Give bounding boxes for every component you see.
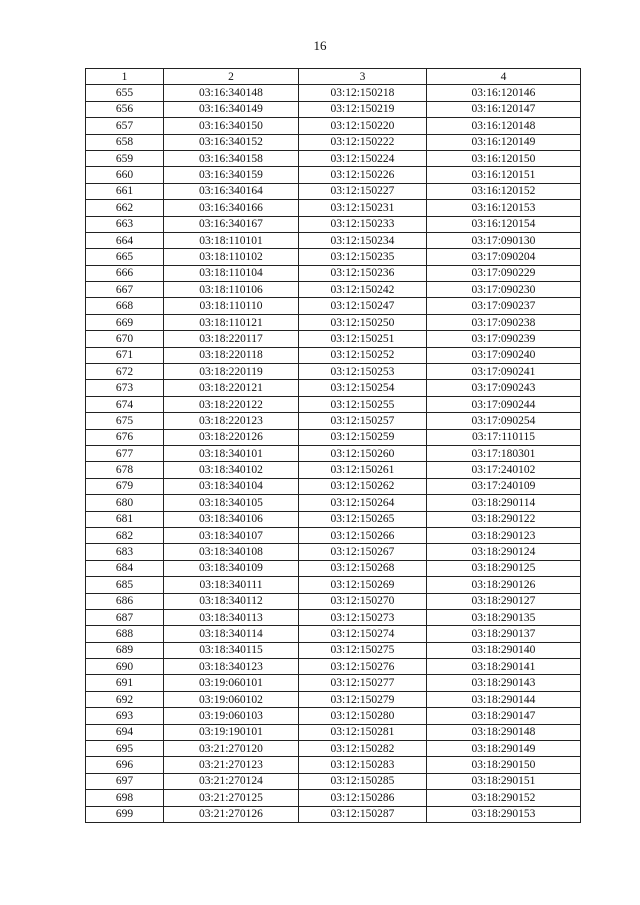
table-row (86, 167, 581, 183)
table-row (86, 577, 581, 593)
table-cell-col-2: 03:18:220119 (164, 364, 299, 380)
table-cell-col-1: 669 (86, 314, 164, 330)
table-cell-col-2: 03:18:340111 (164, 577, 299, 593)
table-cell-col-3: 03:12:150277 (299, 675, 427, 691)
table-cell-col-1: 683 (86, 544, 164, 560)
table-row (86, 560, 581, 576)
table-row (86, 659, 581, 675)
table-cell-col-3: 03:12:150273 (299, 609, 427, 625)
table-row (86, 314, 581, 330)
table-cell-col-2: 03:18:340104 (164, 478, 299, 494)
column-header-4: 4 (427, 69, 581, 85)
table-cell-col-2: 03:16:340149 (164, 101, 299, 117)
table-cell-col-3: 03:12:150265 (299, 511, 427, 527)
table-row (86, 200, 581, 216)
table-cell-col-1: 663 (86, 216, 164, 232)
table-cell-col-4: 03:17:090241 (427, 364, 581, 380)
table-cell-col-1: 691 (86, 675, 164, 691)
table-cell-col-3: 03:12:150266 (299, 527, 427, 543)
table-row (86, 642, 581, 658)
table-row (86, 413, 581, 429)
table-cell-col-4: 03:17:090230 (427, 282, 581, 298)
table-row (86, 216, 581, 232)
table-cell-col-4: 03:16:120152 (427, 183, 581, 199)
table-row (86, 85, 581, 101)
table-cell-col-1: 673 (86, 380, 164, 396)
table-cell-col-1: 688 (86, 626, 164, 642)
table-row (86, 544, 581, 560)
table-row (86, 396, 581, 412)
table-cell-col-4: 03:16:120154 (427, 216, 581, 232)
table-cell-col-1: 670 (86, 331, 164, 347)
table-cell-col-2: 03:19:060103 (164, 708, 299, 724)
table-cell-col-2: 03:18:220121 (164, 380, 299, 396)
table-cell-col-2: 03:18:220122 (164, 396, 299, 412)
table-cell-col-3: 03:12:150274 (299, 626, 427, 642)
table-cell-col-3: 03:12:150281 (299, 724, 427, 740)
table-cell-col-4: 03:17:090239 (427, 331, 581, 347)
table-cell-col-3: 03:12:150255 (299, 396, 427, 412)
table-row (86, 462, 581, 478)
table-cell-col-3: 03:12:150261 (299, 462, 427, 478)
table-cell-col-2: 03:18:110121 (164, 314, 299, 330)
table-row (86, 249, 581, 265)
table-cell-col-2: 03:18:340123 (164, 659, 299, 675)
table-cell-col-1: 681 (86, 511, 164, 527)
table-cell-col-3: 03:12:150259 (299, 429, 427, 445)
table-cell-col-1: 658 (86, 134, 164, 150)
table-cell-col-1: 680 (86, 495, 164, 511)
table-cell-col-1: 693 (86, 708, 164, 724)
table-cell-col-1: 682 (86, 527, 164, 543)
table-row (86, 347, 581, 363)
table-cell-col-3: 03:12:150247 (299, 298, 427, 314)
table-cell-col-1: 661 (86, 183, 164, 199)
page-number: 16 (313, 38, 327, 53)
table-row (86, 593, 581, 609)
table-cell-col-1: 687 (86, 609, 164, 625)
table-cell-col-1: 674 (86, 396, 164, 412)
table-cell-col-1: 675 (86, 413, 164, 429)
table-cell-col-4: 03:16:120150 (427, 150, 581, 166)
table-cell-col-1: 685 (86, 577, 164, 593)
table-row (86, 380, 581, 396)
table-cell-col-4: 03:18:290147 (427, 708, 581, 724)
data-table (85, 68, 581, 823)
table-cell-col-2: 03:18:220126 (164, 429, 299, 445)
table-cell-col-1: 689 (86, 642, 164, 658)
table-cell-col-4: 03:18:290140 (427, 642, 581, 658)
table-cell-col-3: 03:12:150267 (299, 544, 427, 560)
table-row (86, 724, 581, 740)
table-cell-col-4: 03:18:290143 (427, 675, 581, 691)
table-cell-col-1: 699 (86, 806, 164, 822)
table-cell-col-4: 03:18:290135 (427, 609, 581, 625)
table-cell-col-3: 03:12:150276 (299, 659, 427, 675)
table-cell-col-3: 03:12:150264 (299, 495, 427, 511)
table-row (86, 527, 581, 543)
table-cell-col-1: 662 (86, 200, 164, 216)
table-row (86, 183, 581, 199)
table-header-row (86, 69, 581, 85)
column-header-3: 3 (299, 69, 427, 85)
table-cell-col-3: 03:12:150252 (299, 347, 427, 363)
table-cell-col-3: 03:12:150254 (299, 380, 427, 396)
table-row (86, 298, 581, 314)
table-row (86, 790, 581, 806)
table-row (86, 101, 581, 117)
table-cell-col-1: 679 (86, 478, 164, 494)
table-cell-col-4: 03:17:090238 (427, 314, 581, 330)
table-cell-col-2: 03:18:340115 (164, 642, 299, 658)
table-cell-col-4: 03:18:290114 (427, 495, 581, 511)
table-row (86, 675, 581, 691)
table-cell-col-3: 03:12:150286 (299, 790, 427, 806)
table-cell-col-3: 03:12:150260 (299, 445, 427, 461)
table-row (86, 265, 581, 281)
table-cell-col-2: 03:16:340152 (164, 134, 299, 150)
table-row (86, 511, 581, 527)
table-cell-col-4: 03:18:290127 (427, 593, 581, 609)
table-row (86, 134, 581, 150)
table-cell-col-1: 698 (86, 790, 164, 806)
table-cell-col-2: 03:18:340113 (164, 609, 299, 625)
table-cell-col-3: 03:12:150253 (299, 364, 427, 380)
table-cell-col-2: 03:16:340159 (164, 167, 299, 183)
table-cell-col-3: 03:12:150287 (299, 806, 427, 822)
table-cell-col-3: 03:12:150236 (299, 265, 427, 281)
table-cell-col-2: 03:18:110106 (164, 282, 299, 298)
table-cell-col-4: 03:17:090240 (427, 347, 581, 363)
table-cell-col-4: 03:17:240102 (427, 462, 581, 478)
table-row (86, 232, 581, 248)
table-cell-col-4: 03:18:290123 (427, 527, 581, 543)
table-cell-col-1: 667 (86, 282, 164, 298)
table-cell-col-2: 03:16:340164 (164, 183, 299, 199)
table-cell-col-4: 03:17:090237 (427, 298, 581, 314)
table-cell-col-2: 03:21:270124 (164, 773, 299, 789)
table-row (86, 741, 581, 757)
table-cell-col-3: 03:12:150233 (299, 216, 427, 232)
table-cell-col-1: 696 (86, 757, 164, 773)
table-cell-col-4: 03:18:290149 (427, 741, 581, 757)
table-cell-col-3: 03:12:150222 (299, 134, 427, 150)
table-cell-col-3: 03:12:150280 (299, 708, 427, 724)
table-cell-col-1: 686 (86, 593, 164, 609)
table-cell-col-4: 03:18:290141 (427, 659, 581, 675)
table-cell-col-2: 03:18:110110 (164, 298, 299, 314)
table-cell-col-4: 03:18:290137 (427, 626, 581, 642)
table-cell-col-3: 03:12:150282 (299, 741, 427, 757)
table-cell-col-4: 03:16:120151 (427, 167, 581, 183)
table-cell-col-1: 690 (86, 659, 164, 675)
table-row (86, 773, 581, 789)
table-cell-col-1: 678 (86, 462, 164, 478)
table-cell-col-1: 656 (86, 101, 164, 117)
table-row (86, 757, 581, 773)
table-cell-col-1: 660 (86, 167, 164, 183)
table-cell-col-2: 03:18:340109 (164, 560, 299, 576)
table-cell-col-4: 03:18:290125 (427, 560, 581, 576)
table-cell-col-4: 03:17:090130 (427, 232, 581, 248)
table-cell-col-1: 668 (86, 298, 164, 314)
table-cell-col-1: 684 (86, 560, 164, 576)
table-cell-col-4: 03:16:120148 (427, 118, 581, 134)
table-cell-col-2: 03:19:190101 (164, 724, 299, 740)
table-cell-col-3: 03:12:150218 (299, 85, 427, 101)
table-cell-col-4: 03:18:290126 (427, 577, 581, 593)
table-cell-col-3: 03:12:150279 (299, 691, 427, 707)
table-cell-col-2: 03:18:340101 (164, 445, 299, 461)
table-row (86, 364, 581, 380)
table-cell-col-1: 697 (86, 773, 164, 789)
table-row (86, 331, 581, 347)
table-cell-col-3: 03:12:150251 (299, 331, 427, 347)
table-cell-col-4: 03:17:240109 (427, 478, 581, 494)
table-row (86, 118, 581, 134)
table-cell-col-2: 03:18:340114 (164, 626, 299, 642)
table-cell-col-2: 03:16:340148 (164, 85, 299, 101)
table-cell-col-2: 03:18:340108 (164, 544, 299, 560)
table-cell-col-1: 676 (86, 429, 164, 445)
table-row (86, 495, 581, 511)
table-cell-col-3: 03:12:150268 (299, 560, 427, 576)
table-row (86, 150, 581, 166)
table-cell-col-2: 03:18:110104 (164, 265, 299, 281)
table-cell-col-4: 03:17:090243 (427, 380, 581, 396)
table-cell-col-4: 03:17:090254 (427, 413, 581, 429)
table-cell-col-3: 03:12:150257 (299, 413, 427, 429)
table-cell-col-3: 03:12:150250 (299, 314, 427, 330)
table-cell-col-2: 03:18:340102 (164, 462, 299, 478)
table-cell-col-1: 664 (86, 232, 164, 248)
table-cell-col-2: 03:18:340106 (164, 511, 299, 527)
table-cell-col-4: 03:17:090229 (427, 265, 581, 281)
table-cell-col-1: 655 (86, 85, 164, 101)
table-cell-col-1: 677 (86, 445, 164, 461)
table-cell-col-3: 03:12:150219 (299, 101, 427, 117)
table-cell-col-4: 03:18:290122 (427, 511, 581, 527)
table-cell-col-1: 666 (86, 265, 164, 281)
table-cell-col-4: 03:17:090244 (427, 396, 581, 412)
table-cell-col-4: 03:18:290144 (427, 691, 581, 707)
table-row (86, 429, 581, 445)
table-cell-col-2: 03:18:220117 (164, 331, 299, 347)
table-row (86, 282, 581, 298)
table-cell-col-2: 03:21:270120 (164, 741, 299, 757)
table-cell-col-2: 03:18:340105 (164, 495, 299, 511)
table-cell-col-4: 03:18:290153 (427, 806, 581, 822)
column-header-2: 2 (164, 69, 299, 85)
table-cell-col-4: 03:18:290150 (427, 757, 581, 773)
table-cell-col-2: 03:18:340107 (164, 527, 299, 543)
table-cell-col-2: 03:18:220123 (164, 413, 299, 429)
table-cell-col-2: 03:16:340167 (164, 216, 299, 232)
table-cell-col-2: 03:19:060102 (164, 691, 299, 707)
table-row (86, 445, 581, 461)
table-cell-col-3: 03:12:150226 (299, 167, 427, 183)
table-cell-col-4: 03:18:290152 (427, 790, 581, 806)
table-cell-col-3: 03:12:150269 (299, 577, 427, 593)
table-cell-col-2: 03:21:270123 (164, 757, 299, 773)
table-cell-col-1: 692 (86, 691, 164, 707)
table-cell-col-3: 03:12:150231 (299, 200, 427, 216)
table-cell-col-3: 03:12:150275 (299, 642, 427, 658)
table-cell-col-2: 03:16:340158 (164, 150, 299, 166)
table-cell-col-1: 665 (86, 249, 164, 265)
table-row (86, 609, 581, 625)
table-cell-col-2: 03:18:110101 (164, 232, 299, 248)
table-cell-col-2: 03:21:270125 (164, 790, 299, 806)
table-cell-col-2: 03:18:220118 (164, 347, 299, 363)
table-cell-col-1: 659 (86, 150, 164, 166)
column-header-1: 1 (86, 69, 164, 85)
table-row (86, 708, 581, 724)
table-cell-col-3: 03:12:150227 (299, 183, 427, 199)
table-body (86, 85, 581, 823)
table-cell-col-4: 03:16:120149 (427, 134, 581, 150)
table-cell-col-3: 03:12:150270 (299, 593, 427, 609)
table-cell-col-1: 671 (86, 347, 164, 363)
table-cell-col-1: 657 (86, 118, 164, 134)
table-cell-col-4: 03:16:120146 (427, 85, 581, 101)
table-cell-col-2: 03:18:110102 (164, 249, 299, 265)
table-cell-col-3: 03:12:150224 (299, 150, 427, 166)
table-cell-col-2: 03:19:060101 (164, 675, 299, 691)
table-cell-col-3: 03:12:150220 (299, 118, 427, 134)
table-cell-col-2: 03:18:340112 (164, 593, 299, 609)
table-row (86, 626, 581, 642)
table-cell-col-3: 03:12:150283 (299, 757, 427, 773)
table-cell-col-3: 03:12:150262 (299, 478, 427, 494)
table-cell-col-4: 03:18:290148 (427, 724, 581, 740)
table-cell-col-1: 695 (86, 741, 164, 757)
table-cell-col-4: 03:16:120147 (427, 101, 581, 117)
table-cell-col-4: 03:18:290124 (427, 544, 581, 560)
table-cell-col-4: 03:17:110115 (427, 429, 581, 445)
table-cell-col-1: 672 (86, 364, 164, 380)
table-cell-col-3: 03:12:150235 (299, 249, 427, 265)
table-cell-col-3: 03:12:150285 (299, 773, 427, 789)
table-cell-col-4: 03:17:180301 (427, 445, 581, 461)
table-cell-col-2: 03:16:340166 (164, 200, 299, 216)
table-cell-col-1: 694 (86, 724, 164, 740)
table-cell-col-3: 03:12:150242 (299, 282, 427, 298)
table-cell-col-2: 03:21:270126 (164, 806, 299, 822)
table-row (86, 806, 581, 822)
table-row (86, 478, 581, 494)
table-cell-col-2: 03:16:340150 (164, 118, 299, 134)
table-cell-col-4: 03:17:090204 (427, 249, 581, 265)
table-cell-col-4: 03:18:290151 (427, 773, 581, 789)
table-cell-col-4: 03:16:120153 (427, 200, 581, 216)
table-cell-col-3: 03:12:150234 (299, 232, 427, 248)
table-row (86, 691, 581, 707)
